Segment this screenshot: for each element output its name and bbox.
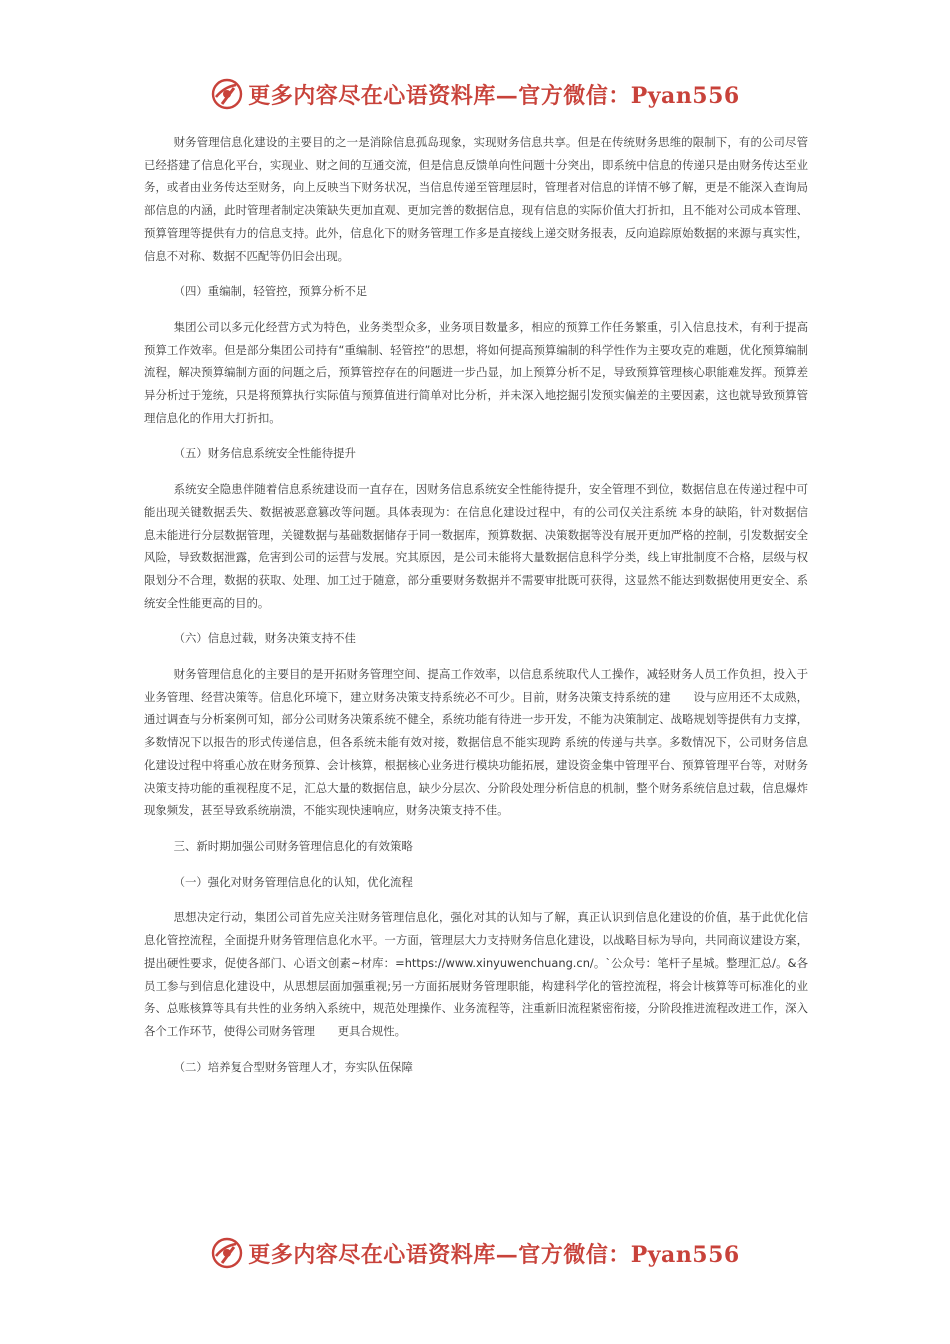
banner-text: 更多内容尽在心语资料库—官方微信：Pyan556 bbox=[248, 82, 740, 109]
section-heading: （六）信息过载，财务决策支持不佳 bbox=[173, 631, 356, 646]
paragraph: 财务管理信息化建设的主要目的之一是消除信息孤岛现象，实现财务信息共享。但是在传统财务思维的限制下，有的公司尽管已经搭建了信息化平台，实现业、财之间的互通交流，但是信息反馈单向性问题十分突出，即系统中信息的传递只是由财务传达至业务，或者由业务传达至财务，向上反映当下财务状况，当信息传递至管理层时，管理者对信息的详情不够了解，更是不能深入查询局部信息的内涵，此时管理者制定决策缺失更加直观、更加完善的数据信息，现有信息的实际价值大打折扣，且不能对公司成本管理、预算管理等提供有力的信息支持。此外，信息化下的财务管理工作多是直接线上递交财务报表，反向追踪原始数据的来源与真实性，信息不对称、数据不匹配等仍旧会出现。 bbox=[144, 135, 808, 263]
paragraph: 财务管理信息化的主要目的是开拓财务管理空间、提高工作效率，以信息系统取代人工操作，减轻财务人员工作负担，投入于业务管理、经营决策等。信息化环境下，建立财务决策支持系统必不可少。目前，财务决策支持系统的建 设与应用还不太成熟，通过调查与分析案例可知，部分公司财务决策系统不健全，系统功能有待进一步开发，不能为决策制定、战略规划等提供有力支撑，多数情况下以报告的形式传递信息，但各系统未能有效对接，数据信息不能实现跨 系统的传递与共享。多数情况下，公司财务信息化建设过程中将重心放在财务预算、会计核算，根据核心业务进行模块功能拓展，建设资金集中管理平台、预算管理平台等，对财务决策支持功能的重视程度不足，汇总大量的数据信息，缺少分层次、分阶段处理分析信息的机制，整个财务系统信息过载，信息爆炸现象频发，甚至导致系统崩溃，不能实现快速响应，财务决策支持不佳。 bbox=[144, 667, 808, 818]
section-heading: （一）强化对财务管理信息化的认知，优化流程 bbox=[173, 874, 413, 889]
swirl-pen-logo-icon bbox=[210, 77, 244, 111]
document-body bbox=[144, 131, 808, 1091]
paragraph: 集团公司以多元化经营方式为特色，业务类型众多，业务项目数量多，相应的预算工作任务繁重，引入信息技术，有利于提高预算工作效率。但是部分集团公司持有“重编制、轻管控”的思想，将如何提高预算编制的科学性作为主要攻克的难题，优化预算编制流程，解决预算编制方面的问题之后，预算管控存在的问题进一步凸显，加上预算分析不足，导致预算管理核心职能难发挥。预算差异分析过于笼统，只是将预算执行实际值与预算值进行简单对比分析，并未深入地挖掘引发预实偏差的主要因素，这也就导致预算管理信息化的作用大打折扣。 bbox=[144, 319, 808, 425]
footer-banner bbox=[0, 1233, 950, 1273]
paragraph: 系统安全隐患伴随着信息系统建设而一直存在，因财务信息系统安全性能待提升，安全管理不到位，数据信息在传递过程中可能出现关键数据丢失、数据被恶意篡改等问题。具体表现为：在信息化建设过程中，有的公司仅关注系统 本身的缺陷，针对数据信息未能进行分层数据管理，关键数据与基础数据储存于同一数据库，预算数据、决策数据等没有展开更加严格的控制，引发数据安全风险，导致数据泄露，危害到公司的运营与发展。究其原因，是公司未能将大量数据信息科学分类，线上审批制度不合格，层级与权限划分不合理，数据的获取、处理、加工过于随意，部分重要财务数据并不需要审批既可获得，这显然不能达到数据使用更安全、系统安全性能更高的目的。 bbox=[144, 482, 808, 610]
section-heading: （四）重编制，轻管控，预算分析不足 bbox=[173, 284, 368, 299]
header-banner bbox=[0, 74, 950, 114]
section-heading: （五）财务信息系统安全性能待提升 bbox=[173, 446, 356, 461]
banner-text: 更多内容尽在心语资料库—官方微信：Pyan556 bbox=[248, 1241, 740, 1268]
paragraph: 思想决定行动，集团公司首先应关注财务管理信息化，强化对其的认知与了解，真正认识到信息化建设的价值，基于此优化信息化管控流程，全面提升财务管理信息化水平。一方面，管理层大力支持财务信息化建设，以战略目标为导向，共同商议建设方案，提出硬性要求，促使各部门、心语文创素~材库：=https://www.xinyuwenchuang.cn/。`公众号：笔杆子星城。整理汇总/。&各员工参与到信息化建设中，从思想层面加强重视;另一方面拓展财务管理职能，构建科学化的管控流程，将会计核算等可标准化的业务、总账核算等具有共性的业务纳入系统中，规范处理操作、业务流程等，注重新旧流程紧密衔接，分阶段推进流程改进工作，深入各个工作环节，使得公司财务管理 更具合规性。 bbox=[144, 910, 808, 1038]
swirl-pen-logo-icon bbox=[210, 1236, 244, 1270]
chapter-heading: 三、新时期加强公司财务管理信息化的有效策略 bbox=[173, 838, 413, 853]
section-heading: （二）培养复合型财务管理人才，夯实队伍保障 bbox=[173, 1059, 413, 1074]
